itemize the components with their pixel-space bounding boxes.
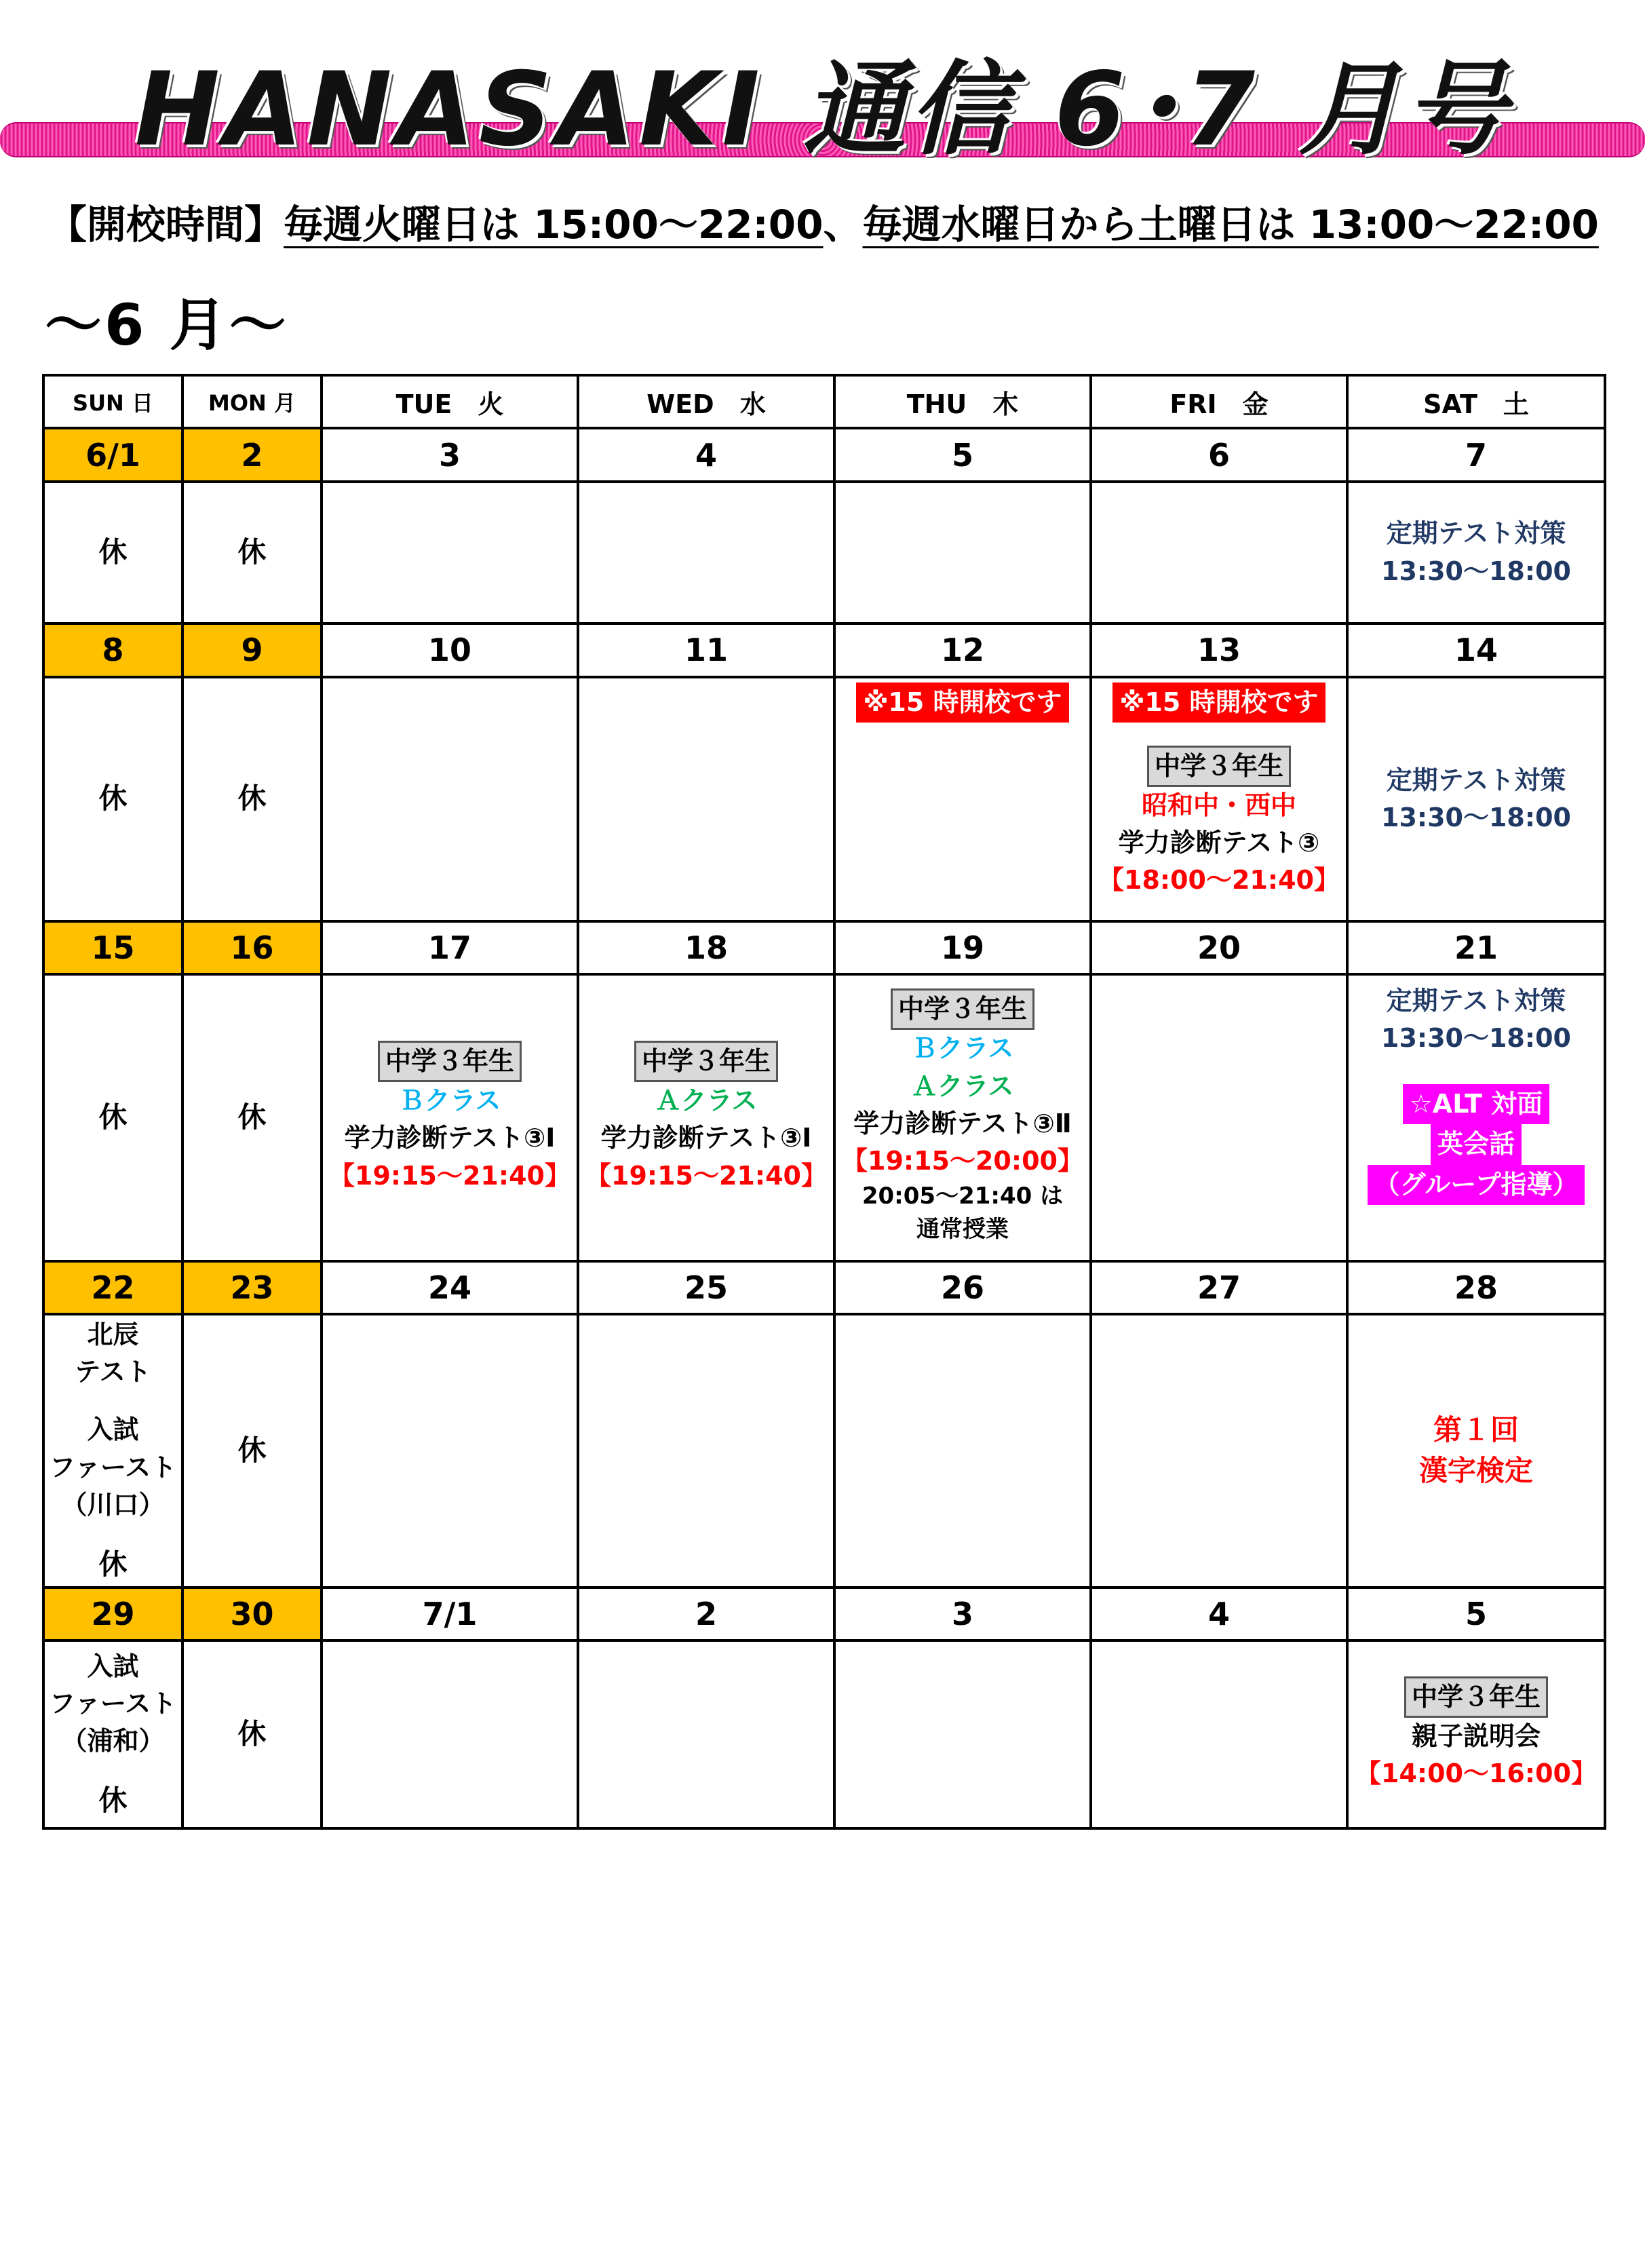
event-schools: 昭和中・西中: [1141, 790, 1296, 820]
date-cell: 23: [182, 1261, 322, 1314]
closed-label: 休: [237, 782, 267, 815]
event-row-week1: [43, 482, 1605, 623]
event-time: 【19:15～21:40】: [329, 1160, 570, 1191]
event-time: 13:30～18:00: [1381, 802, 1571, 832]
date-cell: 7: [1347, 428, 1605, 481]
date-row-week3: [43, 921, 1605, 974]
date-cell: 17: [322, 921, 578, 974]
event-cell-fri: [1091, 677, 1347, 921]
date-cell: 7/1: [322, 1588, 578, 1640]
date-cell: 3: [322, 428, 578, 481]
closed-label: 休: [237, 535, 267, 569]
date-cell: 10: [322, 623, 578, 676]
date-cell: 25: [578, 1261, 834, 1314]
month-heading: ～6 月～: [45, 292, 289, 358]
opening-notice: ※15 時開校です: [1112, 683, 1325, 723]
event-time: 【18:00～21:40】: [1098, 864, 1340, 895]
weekday-header-row: [43, 375, 1605, 428]
event-row-week4: [43, 1314, 1605, 1588]
event-title: 第１回: [1433, 1412, 1519, 1446]
date-cell: 3: [834, 1588, 1091, 1640]
date-cell: 29: [43, 1588, 182, 1640]
alt-event-label: （グループ指導）: [1368, 1165, 1585, 1205]
event-note: 20:05～21:40 は: [862, 1182, 1064, 1210]
date-cell: 30: [182, 1588, 322, 1640]
date-cell: 16: [182, 921, 322, 974]
date-cell: 5: [1347, 1588, 1605, 1640]
event-cell-tue: [322, 1314, 578, 1588]
event-cell-fri: [1091, 1640, 1347, 1828]
date-row-week1: [43, 428, 1605, 481]
calendar-table: [42, 374, 1606, 1830]
opening-notice: ※15 時開校です: [856, 683, 1068, 723]
event-cell-sat: [1347, 974, 1605, 1261]
event-cell-mon: [182, 974, 322, 1261]
date-row-week2: [43, 623, 1605, 676]
date-cell: 19: [834, 921, 1091, 974]
event-title: 学力診断テスト③Ⅰ: [344, 1123, 556, 1153]
date-cell: 15: [43, 921, 182, 974]
date-cell: 5: [834, 428, 1091, 481]
event-time: 13:30～18:00: [1381, 1023, 1571, 1054]
event-cell-sun: [43, 482, 182, 623]
alt-event-label: 英会話: [1431, 1124, 1522, 1164]
date-cell: 4: [1091, 1588, 1347, 1640]
grade-tag: 中学３年生: [378, 1041, 522, 1082]
date-cell: 6: [1091, 428, 1347, 481]
event-cell-thu: [834, 482, 1091, 623]
date-cell: 8: [43, 623, 182, 676]
event-cell-tue: [322, 1640, 578, 1828]
date-cell: 22: [43, 1261, 182, 1314]
date-cell: 14: [1347, 623, 1605, 676]
event-cell-wed: [578, 1640, 834, 1828]
event-cell-thu: [834, 1640, 1091, 1828]
closed-label: 休: [237, 1717, 267, 1751]
date-cell: 12: [834, 623, 1091, 676]
class-label: Ｂクラス: [398, 1085, 501, 1116]
event-cell-mon: [182, 1640, 322, 1828]
class-label: Ａクラス: [911, 1071, 1014, 1101]
event-time: 13:30～18:00: [1381, 556, 1571, 586]
date-cell: 27: [1091, 1261, 1347, 1314]
event-cell-sun: [43, 974, 182, 1261]
date-cell: 2: [182, 428, 322, 481]
day-header-fri: FRI 金: [1091, 375, 1347, 428]
grade-tag: 中学３年生: [891, 988, 1034, 1030]
closed-label: 休: [98, 1783, 128, 1817]
day-header-sun: SUN 日: [43, 375, 182, 428]
event-row-week3: [43, 974, 1605, 1261]
grade-tag: 中学３年生: [1404, 1676, 1548, 1718]
event-cell-sat: [1347, 1314, 1605, 1588]
event-title: 定期テスト対策: [1386, 518, 1566, 549]
event-title: 入試: [87, 1415, 139, 1445]
day-header-thu: THU 木: [834, 375, 1091, 428]
hours-wed-sat: 毎週水曜日から土曜日は 13:00～22:00: [862, 201, 1599, 248]
opening-hours: [47, 193, 1599, 250]
event-cell-wed: [578, 974, 834, 1261]
date-cell: 21: [1347, 921, 1605, 974]
date-cell: 28: [1347, 1261, 1605, 1314]
date-cell: 24: [322, 1261, 578, 1314]
closed-label: 休: [237, 1434, 267, 1467]
event-time: 【14:00～16:00】: [1355, 1758, 1597, 1789]
event-cell-mon: [182, 1314, 322, 1588]
closed-label: 休: [98, 782, 128, 815]
event-cell-sat: [1347, 482, 1605, 623]
class-label: Ｂクラス: [911, 1033, 1014, 1064]
event-title: テスト: [75, 1357, 151, 1387]
event-cell-tue: [322, 677, 578, 921]
event-cell-sun: [43, 677, 182, 921]
date-cell: 20: [1091, 921, 1347, 974]
event-note: 通常授業: [916, 1216, 1009, 1244]
date-cell: 6/1: [43, 428, 182, 481]
grade-tag: 中学３年生: [634, 1041, 778, 1082]
date-cell: 4: [578, 428, 834, 481]
event-cell-tue: [322, 482, 578, 623]
event-title: 入試: [87, 1651, 139, 1681]
date-cell: 9: [182, 623, 322, 676]
event-cell-fri: [1091, 1314, 1347, 1588]
day-header-tue: TUE 火: [322, 375, 578, 428]
event-time: 【19:15～20:00】: [842, 1145, 1083, 1176]
event-title: 定期テスト対策: [1386, 765, 1566, 795]
event-title: ファースト: [49, 1452, 177, 1482]
event-cell-sat: [1347, 677, 1605, 921]
event-cell-mon: [182, 482, 322, 623]
day-header-mon: MON 月: [182, 375, 322, 428]
event-row-week2: [43, 677, 1605, 921]
event-cell-wed: [578, 1314, 834, 1588]
event-row-week5: [43, 1640, 1605, 1828]
closed-label: 休: [98, 535, 128, 569]
date-cell: 26: [834, 1261, 1091, 1314]
event-title: 北辰: [87, 1320, 139, 1350]
hours-separator: 、: [823, 201, 863, 248]
date-row-week4: [43, 1261, 1605, 1314]
event-title: 漢字検定: [1418, 1454, 1533, 1488]
event-cell-fri: [1091, 482, 1347, 623]
closed-label: 休: [98, 1547, 128, 1581]
event-cell-thu: [834, 677, 1091, 921]
class-label: Ａクラス: [655, 1085, 758, 1116]
event-cell-sun: [43, 1314, 182, 1588]
day-header-sat: SAT 土: [1347, 375, 1605, 428]
event-title: 親子説明会: [1411, 1721, 1541, 1752]
date-cell: 13: [1091, 623, 1347, 676]
event-cell-wed: [578, 482, 834, 623]
event-cell-mon: [182, 677, 322, 921]
event-title: ファースト: [49, 1688, 177, 1718]
closed-label: 休: [98, 1100, 128, 1134]
event-location: （浦和）: [61, 1725, 165, 1756]
event-cell-sat: [1347, 1640, 1605, 1828]
event-title: 学力診断テスト③Ⅰ: [600, 1123, 812, 1153]
date-cell: 11: [578, 623, 834, 676]
event-time: 【19:15～21:40】: [585, 1160, 827, 1191]
event-cell-thu: [834, 1314, 1091, 1588]
event-location: （川口）: [61, 1489, 165, 1520]
date-row-week5: [43, 1588, 1605, 1640]
event-cell-fri: [1091, 974, 1347, 1261]
event-title: 学力診断テスト③Ⅱ: [853, 1108, 1072, 1138]
date-cell: 18: [578, 921, 834, 974]
event-title: 学力診断テスト③: [1118, 827, 1320, 858]
date-cell: 2: [578, 1588, 834, 1640]
day-header-wed: WED 水: [578, 375, 834, 428]
hours-prefix: 【開校時間】: [47, 201, 284, 248]
hours-tuesday: 毎週火曜日は 15:00～22:00: [284, 201, 824, 248]
closed-label: 休: [237, 1100, 267, 1134]
event-cell-sun: [43, 1640, 182, 1828]
grade-tag: 中学３年生: [1147, 746, 1291, 787]
event-cell-thu: [834, 974, 1091, 1261]
event-cell-wed: [578, 677, 834, 921]
event-cell-tue: [322, 974, 578, 1261]
alt-event-label: ☆ALT 対面: [1403, 1084, 1550, 1124]
event-title: 定期テスト対策: [1386, 986, 1566, 1016]
newsletter-title: HANASAKI 通信 6･7 月号: [134, 51, 1511, 169]
